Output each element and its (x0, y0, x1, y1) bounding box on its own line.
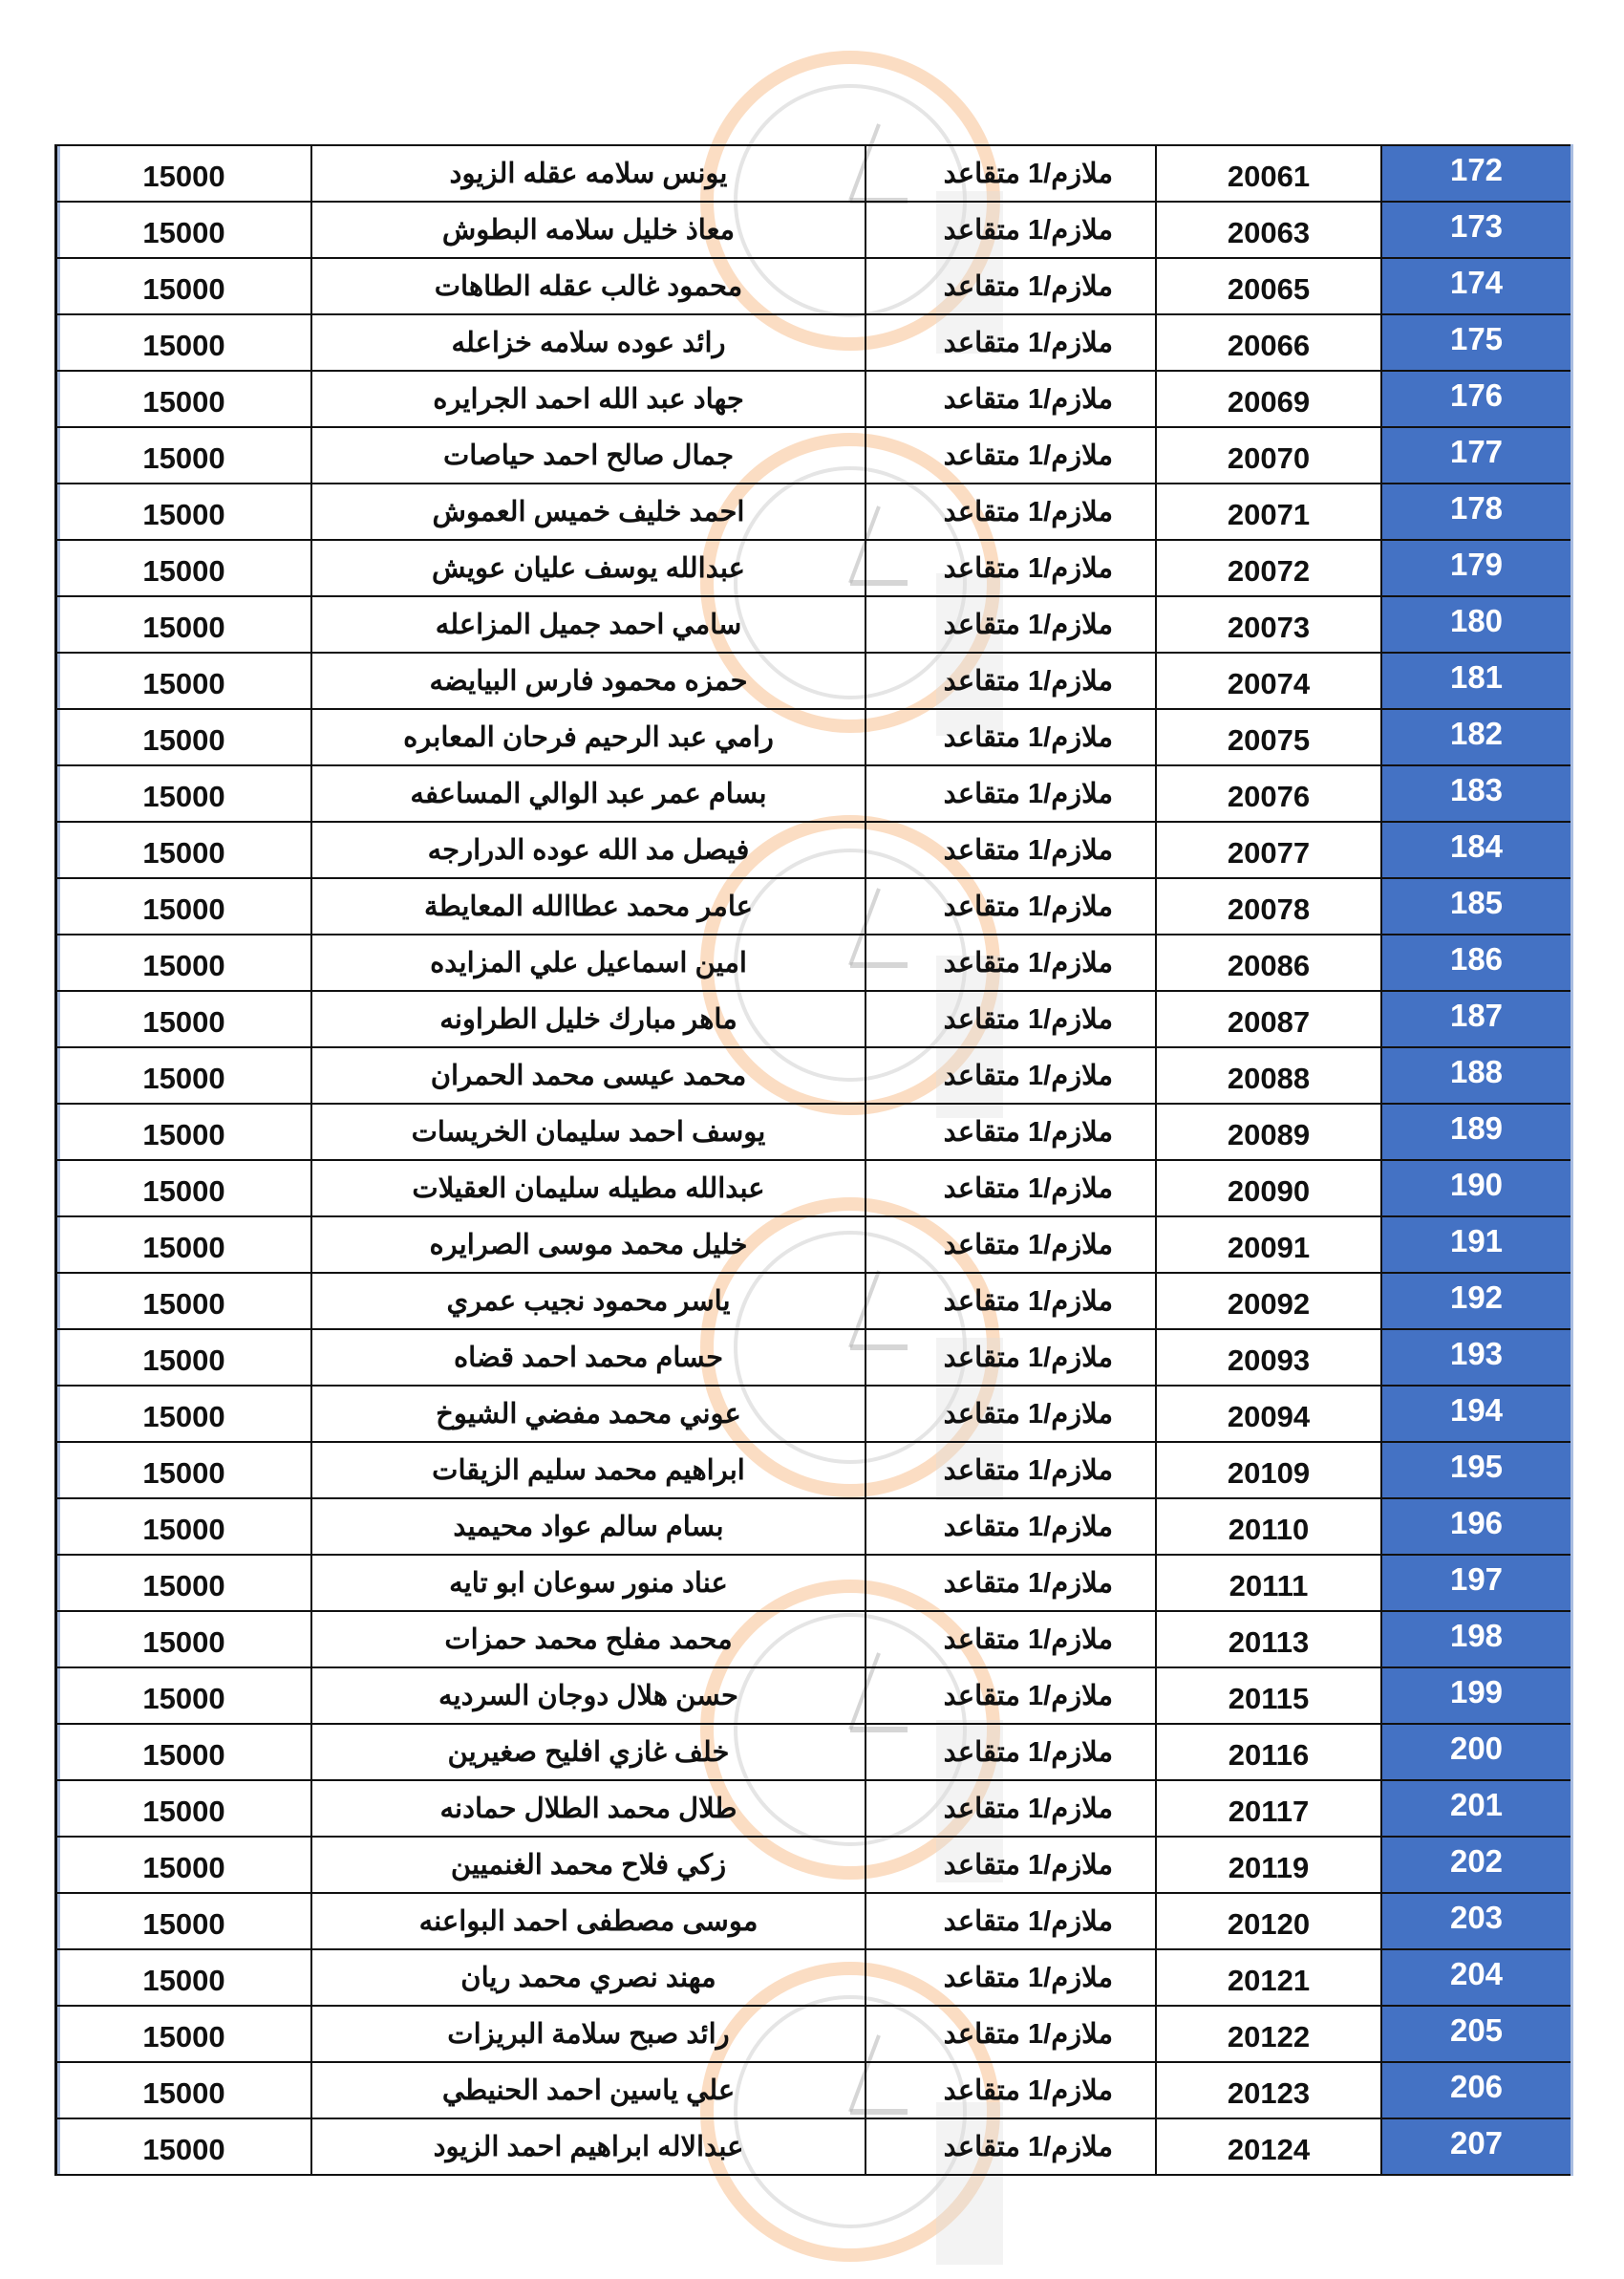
row-number-cell: 176 (1381, 371, 1572, 427)
payment-table (54, 144, 1573, 2176)
id-cell: 20092 (1156, 1273, 1381, 1329)
amount-cell: 15000 (56, 2062, 312, 2118)
row-number-cell: 190 (1381, 1160, 1572, 1216)
row-number-cell: 187 (1381, 991, 1572, 1047)
amount-cell: 15000 (56, 935, 312, 991)
row-number-cell: 183 (1381, 765, 1572, 822)
id-cell: 20078 (1156, 878, 1381, 935)
table-row (56, 1724, 1572, 1780)
id-cell: 20109 (1156, 1442, 1381, 1498)
name-cell: خلف غازي افليح صغيرين (311, 1724, 865, 1780)
name-cell: معاذ خليل سلامه البطوش (311, 202, 865, 258)
rank-cell: ملازم/1 متقاعد (865, 991, 1156, 1047)
name-cell: بسام عمر عبد الوالي المساعفه (311, 765, 865, 822)
name-cell: محمود غالب عقله الطاهات (311, 258, 865, 314)
name-cell: حمزه محمود فارس البيايضه (311, 653, 865, 709)
rank-cell: ملازم/1 متقاعد (865, 2118, 1156, 2175)
rank-cell: ملازم/1 متقاعد (865, 258, 1156, 314)
rank-cell: ملازم/1 متقاعد (865, 1216, 1156, 1273)
rank-cell: ملازم/1 متقاعد (865, 1498, 1156, 1555)
amount-cell: 15000 (56, 1893, 312, 1949)
id-cell: 20089 (1156, 1104, 1381, 1160)
id-cell: 20093 (1156, 1329, 1381, 1386)
rank-cell: ملازم/1 متقاعد (865, 1893, 1156, 1949)
row-number-cell: 200 (1381, 1724, 1572, 1780)
table-row (56, 145, 1572, 202)
table-row (56, 1667, 1572, 1724)
name-cell: حسن هلال دوجان السرديه (311, 1667, 865, 1724)
table-row (56, 314, 1572, 371)
table-row (56, 1104, 1572, 1160)
row-number-cell: 181 (1381, 653, 1572, 709)
id-cell: 20113 (1156, 1611, 1381, 1667)
amount-cell: 15000 (56, 258, 312, 314)
rank-cell: ملازم/1 متقاعد (865, 540, 1156, 596)
rank-cell: ملازم/1 متقاعد (865, 1386, 1156, 1442)
id-cell: 20072 (1156, 540, 1381, 596)
table-row (56, 371, 1572, 427)
row-number-cell: 197 (1381, 1555, 1572, 1611)
amount-cell: 15000 (56, 2118, 312, 2175)
table-row (56, 1442, 1572, 1498)
amount-cell: 15000 (56, 822, 312, 878)
rank-cell: ملازم/1 متقاعد (865, 653, 1156, 709)
row-number-cell: 195 (1381, 1442, 1572, 1498)
id-cell: 20116 (1156, 1724, 1381, 1780)
amount-cell: 15000 (56, 540, 312, 596)
id-cell: 20061 (1156, 145, 1381, 202)
rank-cell: ملازم/1 متقاعد (865, 1611, 1156, 1667)
table-row (56, 991, 1572, 1047)
id-cell: 20066 (1156, 314, 1381, 371)
amount-cell: 15000 (56, 1442, 312, 1498)
amount-cell: 15000 (56, 1160, 312, 1216)
table-row (56, 2062, 1572, 2118)
name-cell: عناد منور سوعان ابو تايه (311, 1555, 865, 1611)
amount-cell: 15000 (56, 1611, 312, 1667)
table-row (56, 1555, 1572, 1611)
amount-cell: 15000 (56, 371, 312, 427)
name-cell: موسى مصطفى احمد البواعنه (311, 1893, 865, 1949)
rank-cell: ملازم/1 متقاعد (865, 765, 1156, 822)
id-cell: 20110 (1156, 1498, 1381, 1555)
amount-cell: 15000 (56, 1329, 312, 1386)
table-row (56, 596, 1572, 653)
name-cell: محمد مفلح محمد حمزات (311, 1611, 865, 1667)
rank-cell: ملازم/1 متقاعد (865, 1780, 1156, 1837)
name-cell: زكي فلاح محمد الغنميين (311, 1837, 865, 1893)
name-cell: رائد صبح سلامة البريزات (311, 2006, 865, 2062)
rank-cell: ملازم/1 متقاعد (865, 1273, 1156, 1329)
table-row (56, 1498, 1572, 1555)
rank-cell: ملازم/1 متقاعد (865, 1104, 1156, 1160)
name-cell: عبدالله يوسف عليان عويش (311, 540, 865, 596)
id-cell: 20111 (1156, 1555, 1381, 1611)
id-cell: 20065 (1156, 258, 1381, 314)
id-cell: 20091 (1156, 1216, 1381, 1273)
id-cell: 20115 (1156, 1667, 1381, 1724)
id-cell: 20074 (1156, 653, 1381, 709)
table-row (56, 709, 1572, 765)
name-cell: جهاد عبد الله احمد الجرايره (311, 371, 865, 427)
amount-cell: 15000 (56, 1104, 312, 1160)
table-row (56, 1949, 1572, 2006)
amount-cell: 15000 (56, 991, 312, 1047)
id-cell: 20122 (1156, 2006, 1381, 2062)
row-number-cell: 202 (1381, 1837, 1572, 1893)
amount-cell: 15000 (56, 1047, 312, 1104)
name-cell: مهند نصري محمد ريان (311, 1949, 865, 2006)
amount-cell: 15000 (56, 709, 312, 765)
id-cell: 20075 (1156, 709, 1381, 765)
row-number-cell: 203 (1381, 1893, 1572, 1949)
name-cell: علي ياسين احمد الحنيطي (311, 2062, 865, 2118)
amount-cell: 15000 (56, 765, 312, 822)
row-number-cell: 193 (1381, 1329, 1572, 1386)
id-cell: 20094 (1156, 1386, 1381, 1442)
row-number-cell: 205 (1381, 2006, 1572, 2062)
row-number-cell: 201 (1381, 1780, 1572, 1837)
table-row (56, 765, 1572, 822)
id-cell: 20071 (1156, 484, 1381, 540)
rank-cell: ملازم/1 متقاعد (865, 1047, 1156, 1104)
row-number-cell: 179 (1381, 540, 1572, 596)
row-number-cell: 173 (1381, 202, 1572, 258)
row-number-cell: 189 (1381, 1104, 1572, 1160)
rank-cell: ملازم/1 متقاعد (865, 314, 1156, 371)
table-row (56, 540, 1572, 596)
name-cell: رائد عوده سلامه خزاعله (311, 314, 865, 371)
row-number-cell: 185 (1381, 878, 1572, 935)
name-cell: حسام محمد احمد قضاه (311, 1329, 865, 1386)
rank-cell: ملازم/1 متقاعد (865, 1442, 1156, 1498)
table-row (56, 1386, 1572, 1442)
table-row (56, 427, 1572, 484)
rank-cell: ملازم/1 متقاعد (865, 427, 1156, 484)
table-row (56, 2118, 1572, 2175)
amount-cell: 15000 (56, 653, 312, 709)
amount-cell: 15000 (56, 1724, 312, 1780)
table-row (56, 822, 1572, 878)
rank-cell: ملازم/1 متقاعد (865, 1160, 1156, 1216)
table-row (56, 484, 1572, 540)
amount-cell: 15000 (56, 427, 312, 484)
table-row (56, 935, 1572, 991)
rank-cell: ملازم/1 متقاعد (865, 202, 1156, 258)
name-cell: امين اسماعيل علي المزايده (311, 935, 865, 991)
id-cell: 20123 (1156, 2062, 1381, 2118)
amount-cell: 15000 (56, 1555, 312, 1611)
rank-cell: ملازم/1 متقاعد (865, 1555, 1156, 1611)
id-cell: 20070 (1156, 427, 1381, 484)
rank-cell: ملازم/1 متقاعد (865, 2006, 1156, 2062)
rank-cell: ملازم/1 متقاعد (865, 1949, 1156, 2006)
id-cell: 20117 (1156, 1780, 1381, 1837)
rank-cell: ملازم/1 متقاعد (865, 1667, 1156, 1724)
amount-cell: 15000 (56, 1386, 312, 1442)
row-number-cell: 194 (1381, 1386, 1572, 1442)
amount-cell: 15000 (56, 878, 312, 935)
amount-cell: 15000 (56, 145, 312, 202)
rank-cell: ملازم/1 متقاعد (865, 371, 1156, 427)
row-number-cell: 199 (1381, 1667, 1572, 1724)
name-cell: محمد عيسى محمد الحمران (311, 1047, 865, 1104)
rank-cell: ملازم/1 متقاعد (865, 145, 1156, 202)
table-row (56, 653, 1572, 709)
rank-cell: ملازم/1 متقاعد (865, 878, 1156, 935)
row-number-cell: 198 (1381, 1611, 1572, 1667)
name-cell: عامر محمد عطاالله المعايطة (311, 878, 865, 935)
id-cell: 20076 (1156, 765, 1381, 822)
row-number-cell: 204 (1381, 1949, 1572, 2006)
name-cell: فيصل مد الله عوده الدرارجه (311, 822, 865, 878)
row-number-cell: 207 (1381, 2118, 1572, 2175)
row-number-cell: 180 (1381, 596, 1572, 653)
rank-cell: ملازم/1 متقاعد (865, 2062, 1156, 2118)
row-number-cell: 192 (1381, 1273, 1572, 1329)
name-cell: عبدالاله ابراهيم احمد الزيود (311, 2118, 865, 2175)
table-row (56, 1047, 1572, 1104)
rank-cell: ملازم/1 متقاعد (865, 596, 1156, 653)
name-cell: خليل محمد موسى الصرايره (311, 1216, 865, 1273)
amount-cell: 15000 (56, 1837, 312, 1893)
name-cell: رامي عبد الرحيم فرحان المعابره (311, 709, 865, 765)
row-number-cell: 206 (1381, 2062, 1572, 2118)
id-cell: 20124 (1156, 2118, 1381, 2175)
row-number-cell: 177 (1381, 427, 1572, 484)
table-row (56, 258, 1572, 314)
row-number-cell: 174 (1381, 258, 1572, 314)
name-cell: جمال صالح احمد حياصات (311, 427, 865, 484)
amount-cell: 15000 (56, 484, 312, 540)
amount-cell: 15000 (56, 314, 312, 371)
amount-cell: 15000 (56, 1273, 312, 1329)
row-number-cell: 182 (1381, 709, 1572, 765)
id-cell: 20119 (1156, 1837, 1381, 1893)
row-number-cell: 184 (1381, 822, 1572, 878)
rank-cell: ملازم/1 متقاعد (865, 1724, 1156, 1780)
name-cell: عوني محمد مفضي الشيوخ (311, 1386, 865, 1442)
id-cell: 20086 (1156, 935, 1381, 991)
row-number-cell: 196 (1381, 1498, 1572, 1555)
id-cell: 20077 (1156, 822, 1381, 878)
id-cell: 20087 (1156, 991, 1381, 1047)
name-cell: ماهر مبارك خليل الطراونه (311, 991, 865, 1047)
table-row (56, 1273, 1572, 1329)
name-cell: بسام سالم عواد محيميد (311, 1498, 865, 1555)
table-row (56, 1216, 1572, 1273)
amount-cell: 15000 (56, 1949, 312, 2006)
name-cell: طلال محمد الطلال حمادنه (311, 1780, 865, 1837)
table-row (56, 2006, 1572, 2062)
rank-cell: ملازم/1 متقاعد (865, 1329, 1156, 1386)
row-number-cell: 186 (1381, 935, 1572, 991)
table-row (56, 1329, 1572, 1386)
amount-cell: 15000 (56, 1780, 312, 1837)
table-row (56, 1160, 1572, 1216)
row-number-cell: 191 (1381, 1216, 1572, 1273)
name-cell: احمد خليف خميس العموش (311, 484, 865, 540)
table-row (56, 1611, 1572, 1667)
id-cell: 20063 (1156, 202, 1381, 258)
row-number-cell: 175 (1381, 314, 1572, 371)
table-row (56, 202, 1572, 258)
name-cell: يوسف احمد سليمان الخريسات (311, 1104, 865, 1160)
rank-cell: ملازم/1 متقاعد (865, 709, 1156, 765)
table-body (56, 145, 1572, 2175)
table-row (56, 878, 1572, 935)
id-cell: 20069 (1156, 371, 1381, 427)
row-number-cell: 188 (1381, 1047, 1572, 1104)
id-cell: 20120 (1156, 1893, 1381, 1949)
name-cell: سامي احمد جميل المزاعله (311, 596, 865, 653)
rank-cell: ملازم/1 متقاعد (865, 484, 1156, 540)
amount-cell: 15000 (56, 1667, 312, 1724)
row-number-cell: 172 (1381, 145, 1572, 202)
id-cell: 20073 (1156, 596, 1381, 653)
row-number-cell: 178 (1381, 484, 1572, 540)
amount-cell: 15000 (56, 1498, 312, 1555)
name-cell: عبدالله مطيله سليمان العقيلات (311, 1160, 865, 1216)
id-cell: 20088 (1156, 1047, 1381, 1104)
rank-cell: ملازم/1 متقاعد (865, 935, 1156, 991)
amount-cell: 15000 (56, 202, 312, 258)
name-cell: ابراهيم محمد سليم الزيقات (311, 1442, 865, 1498)
amount-cell: 15000 (56, 596, 312, 653)
name-cell: ياسر محمود نجيب عمري (311, 1273, 865, 1329)
amount-cell: 15000 (56, 2006, 312, 2062)
name-cell: يونس سلامه عقله الزيود (311, 145, 865, 202)
rank-cell: ملازم/1 متقاعد (865, 822, 1156, 878)
id-cell: 20121 (1156, 1949, 1381, 2006)
id-cell: 20090 (1156, 1160, 1381, 1216)
amount-cell: 15000 (56, 1216, 312, 1273)
table-row (56, 1780, 1572, 1837)
rank-cell: ملازم/1 متقاعد (865, 1837, 1156, 1893)
table-row (56, 1893, 1572, 1949)
table-row (56, 1837, 1572, 1893)
